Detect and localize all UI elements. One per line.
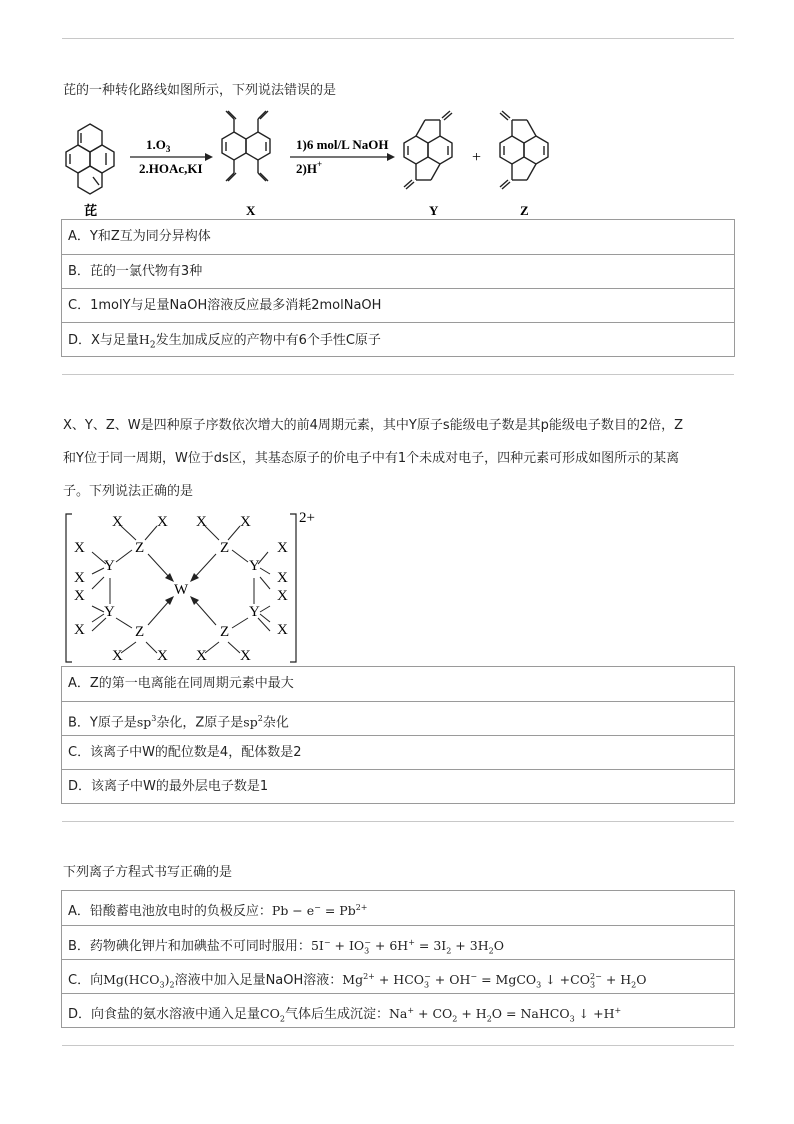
svg-text:X: X: [74, 570, 85, 586]
svg-text:X: X: [240, 648, 251, 664]
option-b[interactable]: B．Y原子是$sp^3$杂化，Z原子是$sp^2$杂化: [62, 701, 734, 735]
reagent-1-top: 1.O: [146, 137, 166, 152]
reagent-2-bottom: 2)H: [296, 161, 317, 176]
equation-d: $Na^+ + CO_2 + H_2O$ = NaHCO$_3$ ↓ +H+: [388, 1006, 622, 1024]
svg-text:X: X: [74, 588, 85, 604]
option-c[interactable]: C．1molY与足量NaOH溶液反应最多消耗2molNaOH: [62, 288, 734, 322]
option-d[interactable]: D．该离子中W的最外层电子数是1: [62, 769, 734, 803]
svg-text:Z: Z: [135, 540, 145, 556]
svg-text:Z: Z: [220, 624, 230, 640]
svg-text:X: X: [277, 588, 288, 604]
plus-sign: +: [472, 149, 482, 166]
option-c[interactable]: C．向$Mg(HCO_3)_2$溶液中加入足量NaOH溶液：$Mg^{2+} + HCO_3^- + OH^-$ = MgCO$_3$ ↓ $+CO_3^{2-} + H_2O$: [62, 959, 734, 993]
label-y: Y: [429, 203, 439, 218]
reaction-scheme: [62, 105, 582, 220]
option-a[interactable]: A．Y和Z互为同分异构体: [68, 229, 211, 244]
svg-text:X: X: [74, 622, 85, 638]
compound-x-structure: [222, 111, 270, 181]
label-x: X: [246, 203, 256, 218]
divider: [62, 1045, 734, 1046]
svg-text:X: X: [196, 514, 207, 530]
compound-z-structure: [500, 111, 548, 189]
compound-y-structure: [404, 111, 452, 189]
svg-text:X: X: [157, 648, 168, 664]
option-b[interactable]: B．芘的一氯代物有3种: [62, 254, 734, 288]
label-z: Z: [520, 203, 529, 218]
svg-text:X: X: [240, 514, 251, 530]
svg-text:X: X: [157, 514, 168, 530]
svg-text:X: X: [277, 570, 288, 586]
svg-text:Y: Y: [249, 558, 260, 574]
svg-text:Y: Y: [104, 558, 115, 574]
svg-text:X: X: [196, 648, 207, 664]
svg-text:1.O3: $1.O_3$: [146, 137, 171, 154]
equation-a: $Pb - e^- = Pb^{2+}$: [271, 903, 368, 919]
option-a[interactable]: A．铅酸蓄电池放电时的负极反应：$Pb - e^- = Pb^{2+}$: [68, 903, 368, 920]
divider: [62, 38, 734, 39]
divider: [62, 821, 734, 822]
svg-text:X: X: [112, 648, 123, 664]
equation-b: $5I^- + IO_3^- + 6H^+ = 3I_2 + 3H_2O$: [310, 938, 504, 956]
svg-text:Z: Z: [220, 540, 230, 556]
question-1-stem: 芘的一种转化路线如图所示，下列说法错误的是: [63, 83, 337, 98]
svg-text:X: X: [112, 514, 123, 530]
option-b[interactable]: B．药物碘化钾片和加碘盐不可同时服用：$5I^- + IO_3^- + 6H^+ = 3I_2 + 3H_2O$: [62, 925, 734, 959]
svg-text:2)H+: 2)H+: [296, 159, 323, 176]
ion-charge: 2+: [299, 510, 315, 526]
question-2-options: [61, 666, 735, 804]
divider: [62, 374, 734, 375]
question-1-options: [61, 219, 735, 357]
option-d[interactable]: D．向食盐的氨水溶液中通入足量$CO_2$气体后生成沉淀：$Na^+ + CO_2 + H_2O$ = NaHCO$_3$ ↓ +H+: [62, 993, 734, 1027]
reagent-1-bottom: 2.HOAc,KI: [139, 161, 203, 176]
pyrene-structure: [66, 124, 114, 194]
svg-text:Y: Y: [249, 604, 260, 620]
option-a[interactable]: A．Z的第一电离能在同周期元素中最大: [68, 676, 294, 691]
svg-text:X: X: [277, 622, 288, 638]
option-c[interactable]: C．该离子中W的配位数是4，配体数是2: [62, 735, 734, 769]
svg-text:Y: Y: [104, 604, 115, 620]
question-3-options: [61, 890, 735, 1028]
question-3-stem: 下列离子方程式书写正确的是: [63, 865, 233, 880]
equation-c: $Mg^{2+} + HCO_3^- + OH^-$ = MgCO$_3$ ↓ $+CO_3^{2-} + H_2O$: [342, 972, 647, 990]
svg-text:X: X: [277, 540, 288, 556]
question-2-stem: X、Y、Z、W是四种原子序数依次增大的前4周期元素，其中Y原子s能级电子数是其p能级电子数目的2倍，Z 和Y位于同一周期，W位于ds区，其基态原子的价电子中有1个未成对电子，四种元素可形成如图所示的某离 子。下列说法正确的是: [63, 418, 684, 499]
svg-text:Z: Z: [135, 624, 145, 640]
label-pyrene: 芘: [84, 203, 98, 218]
option-d[interactable]: D．X与足量$H_2$发生加成反应的产物中有6个手性C原子: [62, 322, 734, 356]
reagent-2-top: 1)6 mol/L NaOH: [296, 137, 389, 152]
complex-ion-structure: [62, 510, 322, 666]
formula-mg-hco3: $Mg(HCO_3)_2$: [103, 972, 175, 990]
svg-text:X: X: [74, 540, 85, 556]
center-w: W: [174, 582, 189, 598]
